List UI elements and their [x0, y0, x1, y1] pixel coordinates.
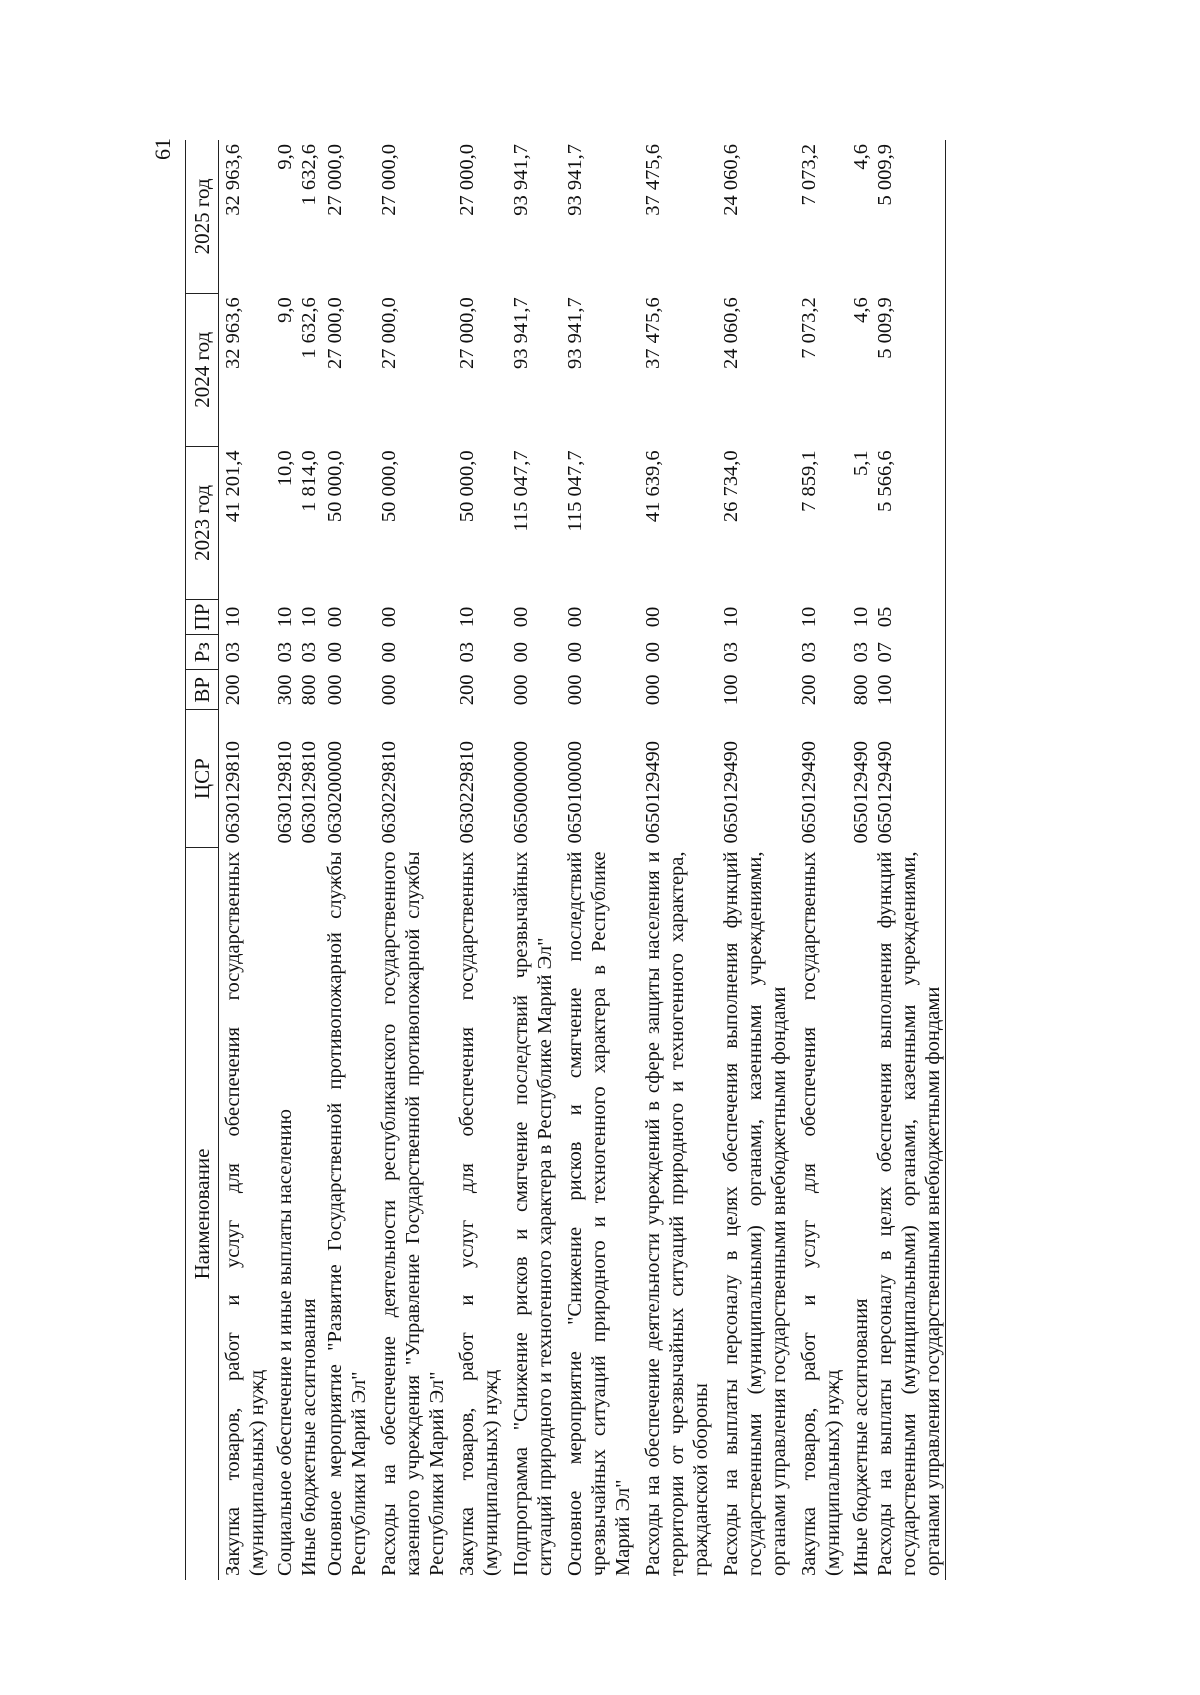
row-2023: 41 201,4	[222, 450, 244, 523]
row-2023: 5,1	[850, 450, 872, 476]
row-csr: 0630200000	[324, 740, 346, 844]
row-vr: 000	[378, 674, 400, 706]
row-2023: 115 047,7	[510, 450, 532, 532]
row-pr: 00	[564, 606, 586, 628]
row-vr: 200	[222, 674, 244, 706]
row-2023: 115 047,7	[564, 450, 586, 532]
row-2025: 4,6	[850, 144, 872, 170]
row-vr: 000	[510, 674, 532, 706]
row-pr: 10	[274, 606, 296, 628]
row-2025: 1 632,6	[298, 144, 320, 206]
table-row	[273, 140, 297, 1580]
row-vr: 800	[850, 674, 872, 706]
row-name: Закупка товаров, работ и услуг для обеспечения государственных (муниципальных) нужд	[798, 851, 844, 1576]
row-name: Основное мероприятие "Развитие Государственной противопожарной службы Республики Марий Эл"	[324, 851, 370, 1576]
row-csr: 0650100000	[564, 740, 586, 844]
table-row	[717, 140, 795, 1580]
row-2023: 41 639,6	[642, 450, 664, 523]
row-name: Расходы на выплаты персоналу в целях обеспечения выполнения функций государственными (муниципальными) органами, казенными учреждениями, органами управления государственными внебюджетными фондами	[873, 847, 946, 1580]
table-row	[507, 140, 561, 1580]
row-2024: 27 000,0	[324, 297, 346, 369]
header-2023: 2023 год	[186, 446, 219, 599]
row-rz: 00	[642, 641, 664, 663]
row-rz: 03	[222, 641, 244, 663]
row-rz: 00	[378, 641, 400, 663]
row-2025: 7 073,2	[798, 144, 820, 206]
row-2025: 32 963,6	[222, 144, 244, 216]
row-2024: 5 009,9	[873, 293, 946, 446]
row-name: Социальное обеспечение и иные выплаты населению	[274, 1109, 296, 1576]
table-row	[375, 140, 453, 1580]
row-2025: 27 000,0	[456, 144, 478, 216]
row-vr: 200	[798, 674, 820, 706]
row-2024: 32 963,6	[222, 297, 244, 369]
row-vr: 000	[642, 674, 664, 706]
row-rz: 03	[298, 641, 320, 663]
header-2024: 2024 год	[186, 293, 219, 446]
row-vr: 200	[456, 674, 478, 706]
row-2024: 7 073,2	[798, 297, 820, 359]
row-name: Закупка товаров, работ и услуг для обеспечения государственных (муниципальных) нужд	[222, 851, 268, 1576]
table-row	[321, 140, 375, 1580]
row-pr: 10	[222, 606, 244, 628]
row-rz: 00	[324, 641, 346, 663]
row-2023: 5 566,6	[873, 446, 946, 599]
row-rz: 03	[720, 641, 742, 663]
row-pr: 10	[456, 606, 478, 628]
row-vr: 300	[274, 674, 296, 706]
row-csr: 0650000000	[510, 740, 532, 844]
row-2024: 4,6	[850, 297, 872, 323]
row-2024: 27 000,0	[456, 297, 478, 369]
row-csr: 0650129490	[798, 740, 820, 844]
table-row	[561, 140, 639, 1580]
row-rz: 03	[798, 641, 820, 663]
row-2023: 7 859,1	[798, 450, 820, 512]
row-rz: 03	[850, 641, 872, 663]
row-rz: 07	[873, 635, 946, 670]
table-row	[849, 140, 873, 1580]
header-2025: 2025 год	[186, 140, 219, 293]
table-row	[639, 140, 717, 1580]
row-2025: 27 000,0	[378, 144, 400, 216]
row-name: Расходы на выплаты персоналу в целях обеспечения выполнения функций государственными (муниципальными) органами, казенными учреждениями, органами управления государственными внебюджетными фондами	[720, 851, 790, 1576]
row-vr: 800	[298, 674, 320, 706]
row-csr: 0650129490	[873, 710, 946, 848]
row-2024: 9,0	[274, 297, 296, 323]
header-csr: ЦСР	[186, 710, 219, 848]
table-header-row	[186, 140, 219, 1580]
row-2024: 93 941,7	[564, 297, 586, 369]
row-2023: 50 000,0	[324, 450, 346, 523]
row-rz: 00	[564, 641, 586, 663]
page-number: 61	[150, 138, 175, 160]
row-name: Расходы на обеспечение деятельности республиканского государственного казенного учреждения "Управление Государственной противопожарной службы Республики Марий Эл"	[378, 851, 448, 1576]
row-2025: 37 475,6	[642, 144, 664, 216]
row-2025: 93 941,7	[510, 144, 532, 216]
row-vr: 000	[324, 674, 346, 706]
row-pr: 10	[850, 606, 872, 628]
row-csr: 0650129490	[642, 740, 664, 844]
header-name: Наименование	[186, 847, 219, 1580]
row-2025: 93 941,7	[564, 144, 586, 216]
row-vr: 100	[720, 674, 742, 706]
row-2023: 10,0	[274, 450, 296, 487]
header-pr: ПР	[186, 599, 219, 634]
row-csr: 0630229810	[456, 740, 478, 844]
row-name: Расходы на обеспечение деятельности учреждений в сфере защиты населения и территории от чрезвычайных ситуаций природного и техногенного характера, гражданской обороны	[642, 851, 712, 1576]
table-body	[219, 140, 946, 1580]
row-pr: 00	[510, 606, 532, 628]
row-2023: 1 814,0	[298, 450, 320, 512]
row-name: Иные бюджетные ассигнования	[850, 1298, 872, 1576]
row-pr: 00	[324, 606, 346, 628]
row-csr: 0630129810	[274, 740, 296, 844]
row-csr: 0630129810	[222, 740, 244, 844]
row-csr: 0650129490	[850, 740, 872, 844]
budget-table	[185, 140, 946, 1580]
row-2025: 5 009,9	[873, 140, 946, 293]
table-row	[453, 140, 507, 1580]
table-row	[873, 140, 946, 1580]
row-csr: 0630129810	[298, 740, 320, 844]
row-pr: 00	[378, 606, 400, 628]
row-2024: 27 000,0	[378, 297, 400, 369]
row-2025: 24 060,6	[720, 144, 742, 216]
row-2023: 50 000,0	[378, 450, 400, 523]
row-rz: 03	[456, 641, 478, 663]
row-pr: 10	[798, 606, 820, 628]
row-2025: 27 000,0	[324, 144, 346, 216]
row-2025: 9,0	[274, 144, 296, 170]
row-2023: 50 000,0	[456, 450, 478, 523]
header-rz: Рз	[186, 635, 219, 670]
table-row	[795, 140, 849, 1580]
row-csr: 0650129490	[720, 740, 742, 844]
row-vr: 100	[873, 670, 946, 710]
row-2024: 1 632,6	[298, 297, 320, 359]
table-row	[219, 140, 274, 1580]
row-csr: 0630229810	[378, 740, 400, 844]
row-rz: 03	[274, 641, 296, 663]
row-name: Иные бюджетные ассигнования	[298, 1298, 320, 1576]
row-rz: 00	[510, 641, 532, 663]
row-2024: 24 060,6	[720, 297, 742, 369]
row-pr: 00	[642, 606, 664, 628]
header-vr: ВР	[186, 670, 219, 710]
row-name: Закупка товаров, работ и услуг для обеспечения государственных (муниципальных) нужд	[456, 851, 502, 1576]
row-pr: 10	[298, 606, 320, 628]
row-pr: 10	[720, 606, 742, 628]
row-2024: 37 475,6	[642, 297, 664, 369]
table-row	[297, 140, 321, 1580]
row-2023: 26 734,0	[720, 450, 742, 523]
row-name: Основное мероприятие "Снижение рисков и смягчение последствий чрезвычайных ситуаций природного и техногенного характера в Республике Марий Эл"	[564, 851, 634, 1576]
row-name: Подпрограмма "Снижение рисков и смягчение последствий чрезвычайных ситуаций природного и техногенного характера в Республике Марий Эл"	[510, 851, 556, 1576]
row-2024: 93 941,7	[510, 297, 532, 369]
row-pr: 05	[873, 599, 946, 634]
row-vr: 000	[564, 674, 586, 706]
